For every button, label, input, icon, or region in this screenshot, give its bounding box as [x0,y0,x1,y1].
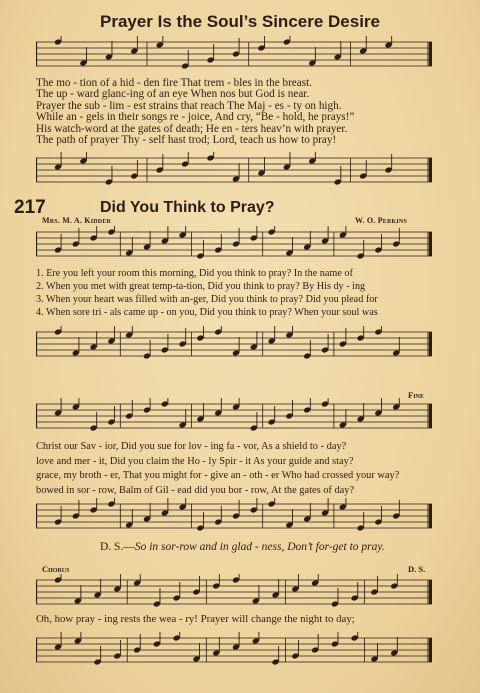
lyric-line: 2. When you met with great temp-ta-tion, Did you think to pray? By His dy - ing [36,281,366,292]
bass-staff-1 [36,152,432,192]
ds-marking: D. S. [408,564,426,574]
lyric-line: The mo - tion of a hid - den fire That trem - bles in the breast. [36,77,312,89]
hymn-title: Prayer Is the Soul’s Sincere Desire [99,12,380,31]
lyric-line: The up - ward glanc-ing of an eye When nos but God is near. [36,88,310,101]
lyric-line: grace, my broth - er, That you might for - give an - oth - er Who had crossed your way? [36,470,400,481]
verse-block-3 [36,440,436,498]
treble-staff-3 [36,398,432,438]
lyric-line: While an - gels in their songs re - joice, And cry, “Be - hold, he prays!” [36,111,355,124]
treble-staff-4 [36,574,432,614]
verse-block-1 [36,78,436,146]
ds-text: So in sor-row and in glad - ness, Don’t for-get to pray. [134,541,385,553]
chorus-lyric: Oh, how pray - ing rests the wea - ry! Prayer will change the night to day; [36,613,355,625]
bass-staff-2 [36,326,432,366]
hymn-number: 217 [14,197,46,218]
lyric-line: 1. Ere you left your room this morning, Did you think to pray? In the name of [36,268,353,279]
lyric-line: love and mer - it, Did you claim the Ho - ly Spir - it As your guide and stay? [36,455,354,467]
lyricist: Mrs. M. A. Kidder [42,216,112,225]
chorus-label: Chorus [42,564,70,574]
lyric-line: His watch-word at the gates of death; He en - ters heav’n with prayer. [36,122,348,135]
lyric-line: 3. When your heart was filled with an-ger, Did you think to pray? Did you plead for [36,294,378,305]
dal-segno-line [100,541,385,553]
composer: W. O. Perkins [355,216,407,225]
bass-staff-4 [36,632,432,672]
verse-block-2 [36,267,436,319]
fine-marking: Fine [408,390,424,400]
lyric-line: The path of prayer Thy - self hast trod; Lord, teach us how to pray! [36,134,337,147]
ds-label: D. S.— [100,541,135,553]
treble-staff-1 [36,36,432,76]
treble-staff-2 [36,226,432,266]
lyric-line: bowed in sor - row, Balm of Gil - ead did you bor - row, At the gates of day? [36,484,355,496]
lyric-line: Christ our Sav - ior, Did you sue for lov - ing fa - vor, As a shield to - day? [36,441,347,452]
hymn-title: Did You Think to Pray? [100,199,275,216]
bass-staff-3 [36,498,432,538]
lyric-line: Prayer the sub - lim - est strains that reach The Maj - es - ty on high. [36,99,342,112]
lyric-line: 4. When sore tri - als came up - on you, Did you think to pray? When your soul was [36,307,378,318]
